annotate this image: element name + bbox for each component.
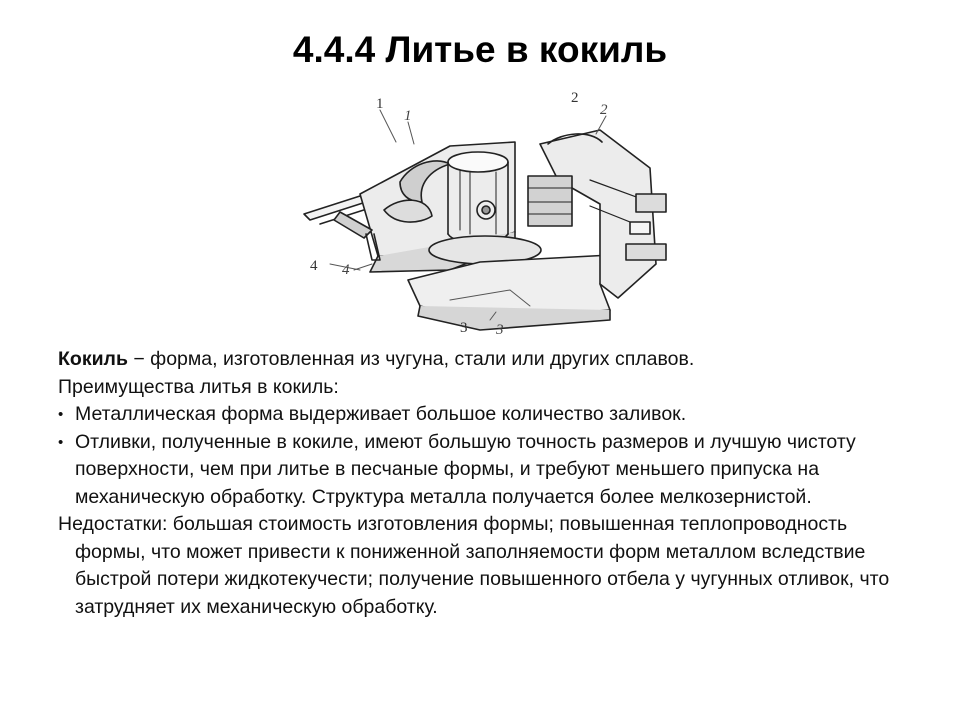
- callout-4-italic: 4: [342, 262, 350, 278]
- bullet-icon: •: [58, 433, 64, 451]
- callout-1: 1: [376, 96, 384, 112]
- disadvantages-paragraph: Недостатки: большая стоимость изготовления формы; повышенная теплопроводность формы, что может привести к пониженной заполняемости форм металлом вследствие быстрой потери жидкотекучести; получение повышенного отбела у чугунных отливок, что затрудняет их механическую обработку.: [58, 513, 890, 618]
- callout-4: 4: [310, 258, 318, 274]
- callout-1-italic: 1: [404, 108, 412, 124]
- definition-paragraph: [58, 346, 918, 374]
- list-item: [58, 429, 918, 512]
- advantages-heading: Преимущества литья в кокиль:: [58, 375, 339, 398]
- callout-3-italic: 3: [496, 322, 504, 338]
- callout-2-italic: 2: [600, 102, 608, 118]
- callout-2: 2: [571, 90, 579, 106]
- chill-mold-diagram: [300, 84, 670, 344]
- chill-mold-drawing: [300, 84, 670, 344]
- advantages-list: [58, 401, 918, 511]
- definition-text: − форма, изготовленная из чугуна, стали или других сплавов.: [127, 348, 695, 370]
- callout-3: 3: [460, 320, 468, 336]
- slide-title: 4.4.4 Литье в кокиль: [292, 29, 668, 70]
- list-item: [58, 401, 918, 429]
- advantage-text: Отливки, полученные в кокиле, имеют большую точность размеров и лучшую чистоту поверхности, чем при литье в песчаные формы, и требуют меньшего припуска на механическую обработку. Структура металла получается более мелкозернистой.: [75, 430, 856, 508]
- slide-body: [58, 346, 918, 621]
- definition-term: Кокиль: [58, 348, 128, 370]
- bullet-icon: •: [58, 406, 64, 423]
- advantage-text: Металлическая форма выдерживает большое количество заливок.: [75, 403, 687, 425]
